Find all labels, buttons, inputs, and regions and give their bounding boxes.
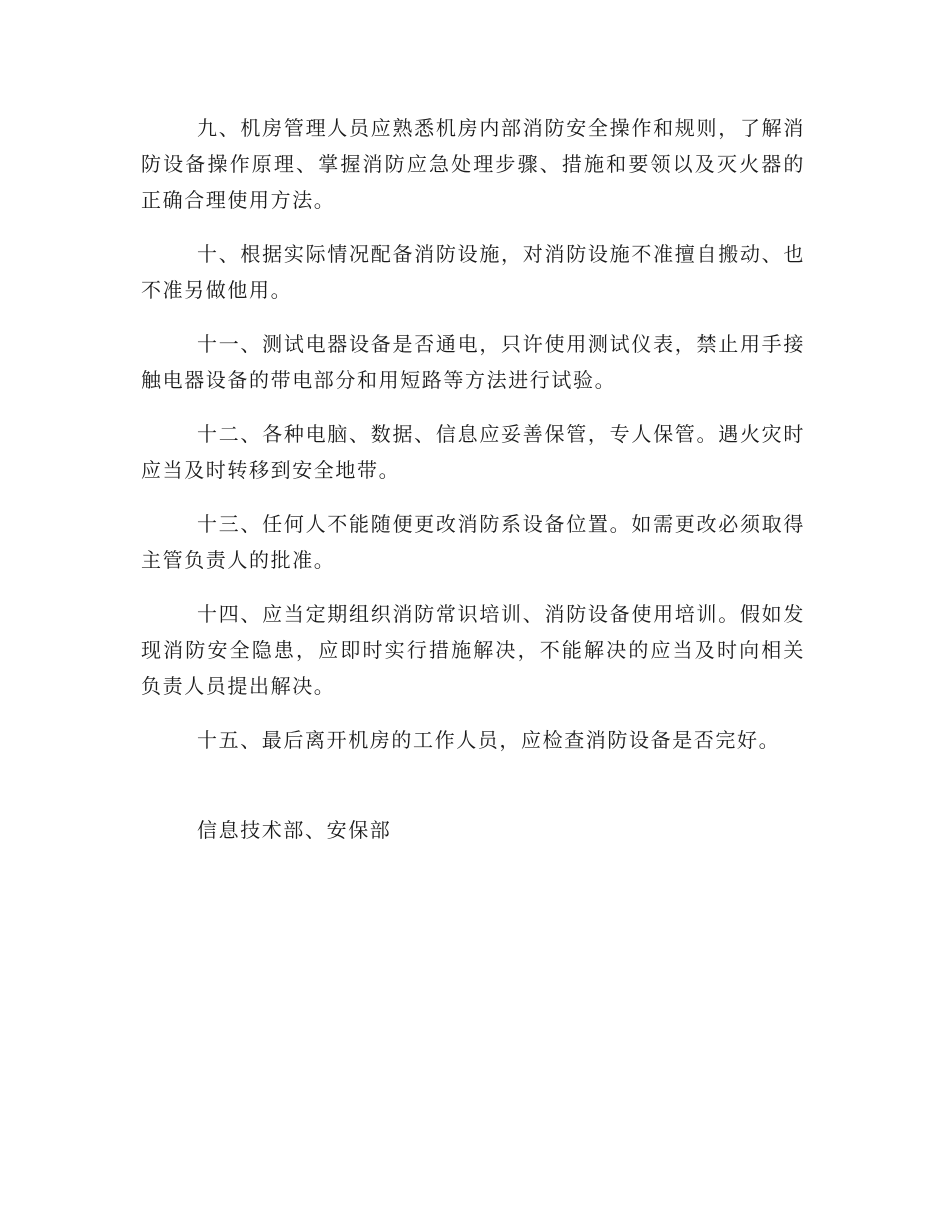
document-body <box>141 110 805 866</box>
department-signature: 信息技术部、安保部 <box>197 818 392 842</box>
rule-paragraph-15: 十五、最后离开机房的工作人员，应检查消防设备是否完好。 <box>197 728 781 752</box>
rule-paragraph-12: 十二、各种电脑、数据、信息应妥善保管，专人保管。遇火灾时应当及时转移到安全地带。 <box>141 422 805 482</box>
rule-paragraph-13: 十三、任何人不能随便更改消防系设备位置。如需更改必须取得主管负责人的批准。 <box>141 512 805 572</box>
rule-paragraph-14: 十四、应当定期组织消防常识培训、消防设备使用培训。假如发现消防安全隐患，应即时实行措施解决，不能解决的应当及时向相关负责人员提出解决。 <box>141 602 805 698</box>
rule-paragraph-10: 十、根据实际情况配备消防设施，对消防设施不准擅自搬动、也不准另做他用。 <box>141 242 805 302</box>
rule-paragraph-11: 十一、测试电器设备是否通电，只许使用测试仪表，禁止用手接触电器设备的带电部分和用短路等方法进行试验。 <box>141 332 805 392</box>
rule-paragraph-9: 九、机房管理人员应熟悉机房内部消防安全操作和规则，了解消防设备操作原理、掌握消防应急处理步骤、措施和要领以及灭火器的正确合理使用方法。 <box>141 116 805 212</box>
